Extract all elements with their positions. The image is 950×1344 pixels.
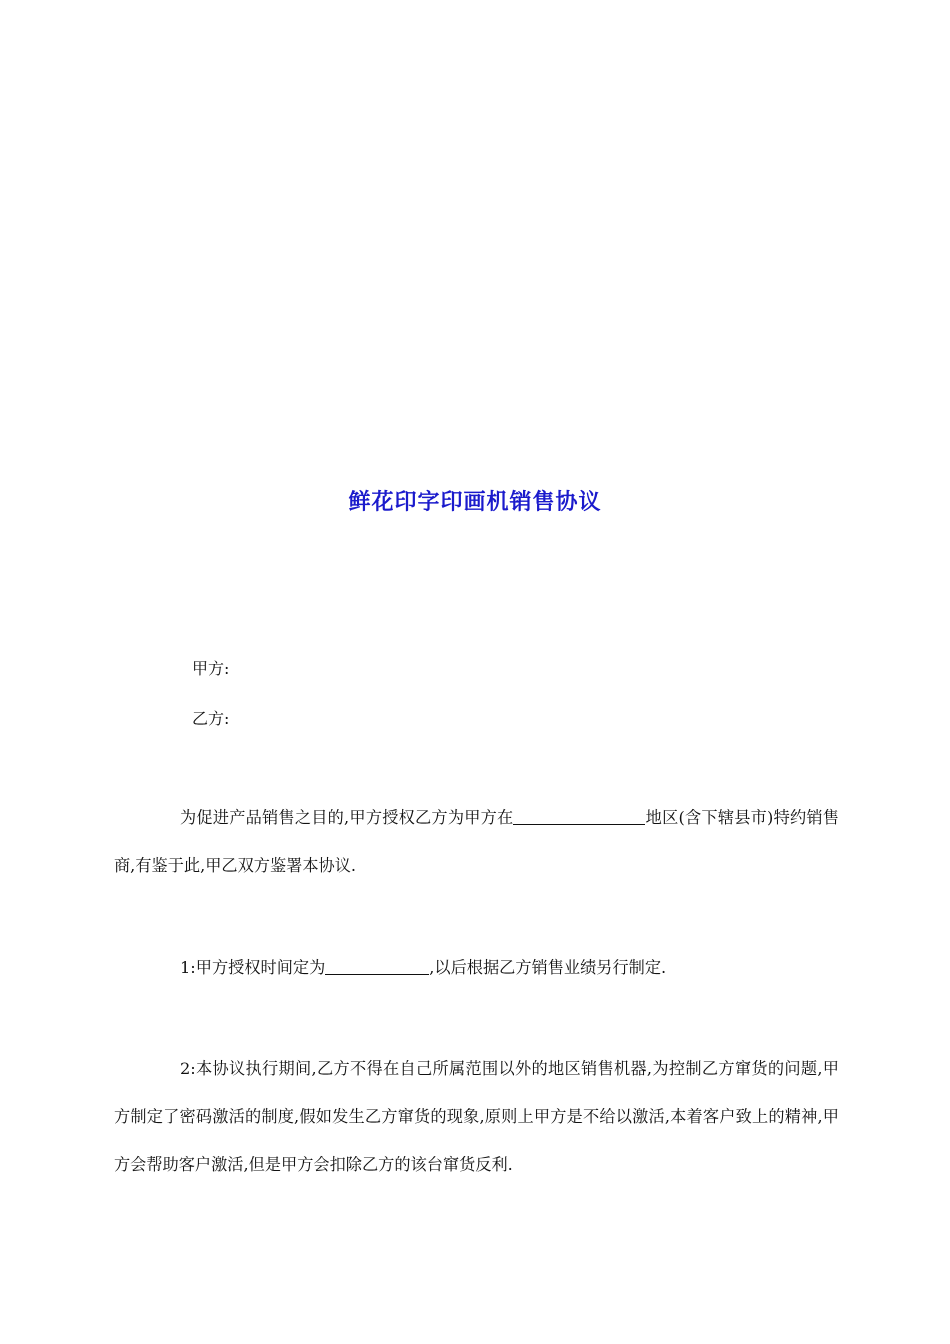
- document-title: 鲜花印字印画机销售协议: [348, 490, 602, 515]
- intro-text-after: 地区(含下辖县市)特约销售商,有鉴于此,甲乙双方鉴署本协议.: [114, 808, 839, 875]
- region-blank-field: [513, 806, 645, 825]
- party-a-label: 甲方:: [192, 659, 230, 678]
- clause-1-text-before: 1:甲方授权时间定为: [180, 958, 326, 977]
- clause-1-text-after: ,以后根据乙方销售业绩另行制定.: [429, 958, 667, 977]
- clause-2-paragraph: 2:本协议执行期间,乙方不得在自己所属范围以外的地区销售机器,为控制乙方窜货的问题,甲方制定了密码激活的制度,假如发生乙方窜货的现象,原则上甲方是不给以激活,本着客户致上的精神,甲方会帮助客户激活,但是甲方会扣除乙方的该台窜货反利.: [114, 1059, 839, 1174]
- party-b-label: 乙方:: [192, 709, 230, 728]
- clause-1-paragraph: [114, 944, 839, 992]
- intro-text-before: 为促进产品销售之目的,甲方授权乙方为甲方在: [180, 808, 514, 827]
- intro-paragraph: [114, 794, 839, 890]
- authorization-time-blank-field: [325, 956, 429, 975]
